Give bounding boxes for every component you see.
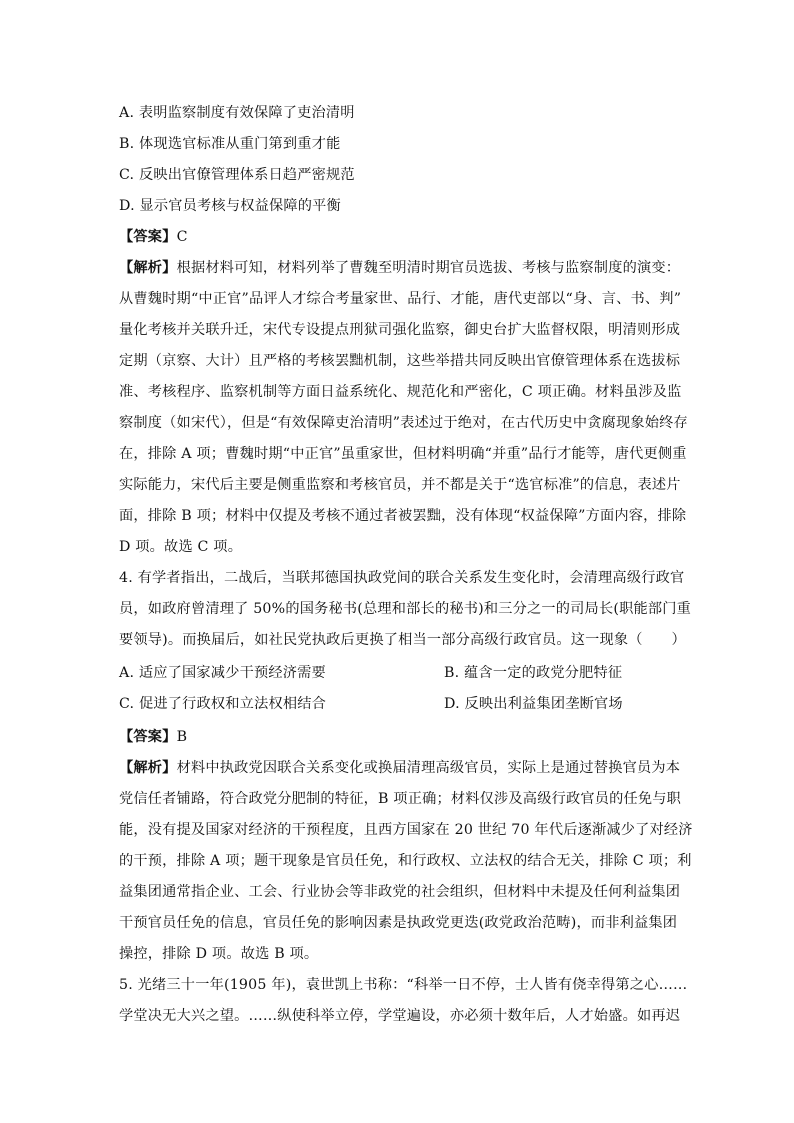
q4-stem-line: 员，如政府曾清理了 50%的国务秘书(总理和部长的秘书)和三分之一的司局长(职能部门重 [119,601,692,617]
q3-analysis-line: 准、考核程序、监察机制等方面日益系统化、规范化和严密化，C 项正确。材料虽涉及监 [119,384,682,400]
q5-stem-line: 学堂决无大兴之望。……纵使科举立停，学堂遍设，亦必须十数年后，人才始盛。如再迟 [119,1008,681,1024]
q4-analysis-line [119,758,681,778]
q4-analysis-line: 的干预，排除 A 项；题干现象是官员任免，和行政权、立法权的结合无关，排除 C 项；利 [119,853,692,869]
q3-analysis-line: 察制度（如宋代），但是“有效保障吏治清明”表述过于绝对，在古代历史中贪腐现象始终存 [119,415,688,431]
q3-analysis-line: 定期（京察、大计）且严格的考核罢黜机制，这些举措共同反映出官僚管理体系在选拔标 [119,353,681,369]
q4-option-a: A. 适应了国家减少干预经济需要 [119,665,326,681]
answer-label: 【答案】 [119,729,177,745]
q4-option-d: D. 反映出利益集团垄断官场 [444,696,623,712]
answer-value: C [176,229,188,245]
q5-stem-line: 5. 光绪三十一年(1905 年)，袁世凯上书称：“科举一日不停，士人皆有侥幸得第之心…… [119,977,688,993]
q3-analysis-line: 从曹魏时期“中正官”品评人才综合考量家世、品行、才能，唐代吏部以“身、言、书、判” [119,291,682,307]
q4-option-b: B. 蕴含一定的政党分肥特征 [444,665,623,681]
q4-option-c: C. 促进了行政权和立法权相结合 [119,696,327,712]
q4-analysis-line: 干预官员任免的信息，官员任免的影响因素是执政党更迭(政党政治范畴)，而非利益集团 [119,915,678,931]
answer-value: B [176,729,188,745]
analysis-label: 【解析】 [119,260,177,276]
q3-analysis-line: 面，排除 B 项；材料中仅提及考核不通过者被罢黜，没有体现“权益保障”方面内容，排除 [119,508,687,524]
q4-stem-line: 要领导)。而换届后，如社民党执政后更换了相当一部分高级行政官员。这一现象（ ） [119,632,686,648]
q3-option-a: A. 表明监察制度有效保障了吏治清明 [119,105,355,121]
q4-analysis-line: 操控，排除 D 项。故选 B 项。 [119,946,319,962]
q3-option-c: C. 反映出官僚管理体系日趋严密规范 [119,167,355,183]
q3-option-b: B. 体现选官标准从重门第到重才能 [119,136,341,152]
q3-option-d: D. 显示官员考核与权益保障的平衡 [119,198,341,214]
q3-analysis-line: 实际能力，宋代后主要是侧重监察和考核官员，并不都是关于“选官标准”的信息，表述片 [119,477,681,493]
q3-answer [119,227,188,247]
analysis-text: 材料中执政党因联合关系变化或换届清理高级官员，实际上是通过替换官员为本 [176,760,681,776]
q3-analysis-line: D 项。故选 C 项。 [119,539,243,555]
q4-analysis-line: 益集团通常指企业、工会、行业协会等非政党的社会组织，但材料中未提及任何利益集团 [119,884,681,900]
q3-analysis-line: 量化考核并关联升迁，宋代专设提点刑狱司强化监察，御史台扩大监督权限，明清则形成 [119,322,681,338]
q3-analysis-line: 在，排除 A 项；曹魏时期“中正官”虽重家世，但材料明确“并重”品行才能等，唐代更侧重 [119,446,687,462]
q3-analysis-line [119,258,681,278]
q4-answer [119,727,187,747]
analysis-label: 【解析】 [119,760,177,776]
q4-analysis-line: 能，没有提及国家对经济的干预程度，且西方国家在 20 世纪 70 年代后逐渐减少了对经济 [119,822,693,838]
answer-label: 【答案】 [119,229,177,245]
q4-stem-line: 4. 有学者指出，二战后，当联邦德国执政党间的联合关系发生变化时，会清理高级行政官 [119,570,685,586]
q4-analysis-line: 党信任者铺路，符合政党分肥制的特征，B 项正确；材料仅涉及高级行政官员的任免与职 [119,791,682,807]
analysis-text: 根据材料可知，材料列举了曹魏至明清时期官员选拔、考核与监察制度的演变： [176,260,681,276]
